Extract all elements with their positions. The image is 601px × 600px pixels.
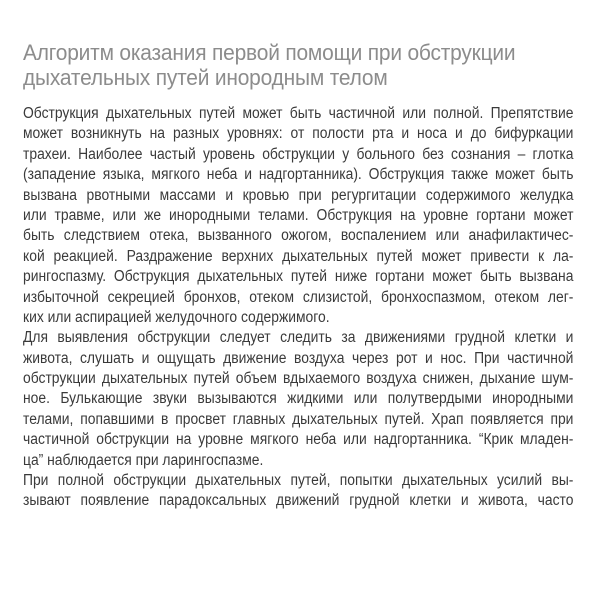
body-text <box>23 104 573 512</box>
text-line: может возникнуть на разных уровнях: от полости рта и носа и до бифуркации <box>23 125 574 143</box>
text-line: зывают появление парадоксальных движений грудной клетки и живота, часто <box>23 492 574 510</box>
text-line: кой реакцией. Раздражение верхних дыхательных путей может привести к ла- <box>23 247 574 265</box>
text-line: быть следствием отека, вызванного ожогом, воспалением или анафилактичес- <box>23 227 574 245</box>
text-line: ца” наблюдается при ларингоспазме. <box>23 451 264 469</box>
page-title <box>23 41 544 90</box>
text-line: живота, слушать и ощущать движение воздуха через рот и нос. При частичной <box>23 349 574 367</box>
text-line: или травме, или же инородными телами. Обструкция на уровне гортани может <box>23 206 574 224</box>
text-line: частичной обструкции на уровне мягкого неба или надгортанника. “Крик младен- <box>23 431 574 449</box>
text-line: (западение языка, мягкого неба и надгортанника). Обструкция также может быть <box>23 166 574 184</box>
text-line: рингоспазму. Обструкция дыхательных путей ниже гортани может быть вызвана <box>23 268 574 286</box>
text-line: Обструкция дыхательных путей может быть частичной или полной. Препятствие <box>23 105 574 122</box>
text-line: ких или аспирацией желудочного содержимого. <box>23 308 330 326</box>
text-line: вызвана рвотными массами и кровью при регургитации содержимого желудка <box>23 186 574 204</box>
title-line-2: дыхательных путей инородным телом <box>23 64 388 90</box>
text-line: телами, попавшими в просвет главных дыхательных путей. Храп появляется при <box>23 410 574 428</box>
text-line: трахеи. Наиболее частый уровень обструкции у больного без сознания – глотка <box>23 145 574 163</box>
text-line: избыточной секрецией бронхов, отеком слизистой, бронхоспазмом, отеком лег- <box>23 288 574 306</box>
text-line: При полной обструкции дыхательных путей, попытки дыхательных усилий вы- <box>23 472 574 490</box>
text-line: обструкции дыхательных путей объем вдыхаемого воздуха снижен, дыхание шум- <box>23 370 574 388</box>
title-line-1: Алгоритм оказания первой помощи при обструкции <box>23 40 516 65</box>
text-line: Для выявления обструкции следует следить за движениями грудной клетки и <box>23 329 574 347</box>
text-line: ное. Булькающие звуки вызываются жидкими или полутвердыми инородными <box>23 390 574 408</box>
